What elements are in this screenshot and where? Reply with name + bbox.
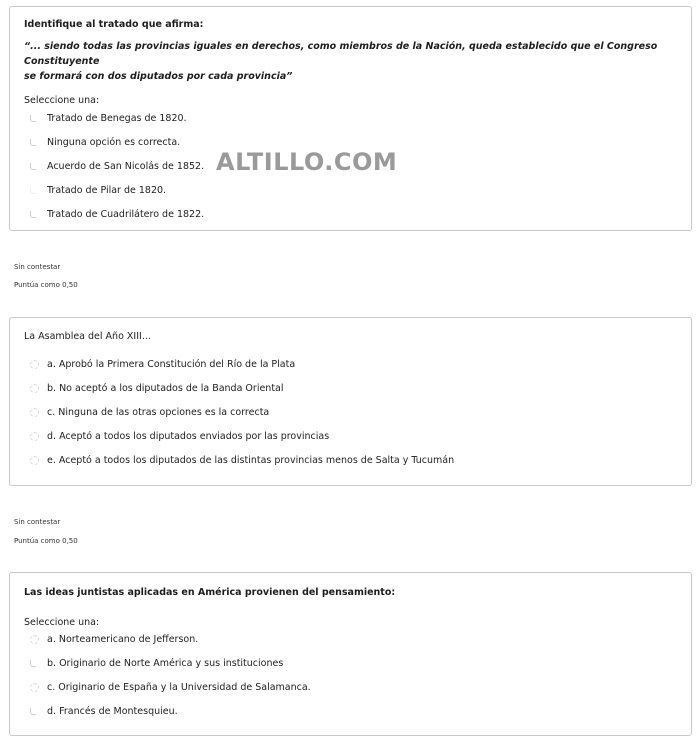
option-label: Acuerdo de San Nicolás de 1852. [47,160,205,172]
radio-button[interactable] [30,456,39,465]
answer-option[interactable] [30,424,677,448]
option-label: e. Aceptó a todos los diputados de las distintas provincias menos de Salta y Tucumán [47,454,455,466]
radio-button[interactable] [30,187,36,194]
option-label: b. No aceptó a los diputados de la Banda Oriental [47,382,284,394]
answer-status: Sin contestar [14,518,61,526]
answer-status: Sin contestar [14,263,61,271]
option-label: Ninguna opción es correcta. [47,136,181,148]
radio-button[interactable] [30,211,36,218]
answer-option[interactable] [30,627,677,651]
answer-option[interactable] [30,699,677,723]
answer-option[interactable] [30,178,677,202]
question-score: Puntúa como 0,50 [14,281,78,289]
answer-option[interactable] [30,400,677,424]
option-label: Tratado de Cuadrilátero de 1822. [47,208,205,220]
question-card-3 [9,572,692,736]
question-title: Las ideas juntistas aplicadas en América provienen del pensamiento: [24,587,396,598]
question-title: La Asamblea del Año XIII... [24,331,151,342]
answer-option[interactable] [30,352,677,376]
answer-option[interactable] [30,651,677,675]
radio-button[interactable] [30,708,36,715]
answer-option[interactable] [30,448,677,472]
select-prompt: Seleccione una: [24,617,100,628]
question-title: Identifique al tratado que afirma: [24,19,204,30]
answer-option[interactable] [30,106,677,130]
option-label: b. Originario de Norte América y sus instituciones [47,657,284,669]
radio-button[interactable] [30,408,39,417]
radio-button[interactable] [30,384,39,393]
option-label: Tratado de Pilar de 1820. [47,184,167,196]
option-label: a. Aprobó la Primera Constitución del Río de la Plata [47,358,296,370]
question-score: Puntúa como 0,50 [14,537,78,545]
watermark-text: ALTILLO.COM [216,148,398,176]
question-quote-line-1: “... siendo todas las provincias iguales en derechos, como miembros de la Nación, queda establecido que el Congreso Constituyente [24,41,658,67]
radio-button[interactable] [30,635,39,644]
option-label: c. Originario de España y la Universidad de Salamanca. [47,681,311,693]
radio-button[interactable] [30,115,36,122]
question-card-1 [9,6,692,231]
answer-option[interactable] [30,376,677,400]
answer-option[interactable] [30,202,677,226]
question-card-2 [9,317,692,486]
option-label: d. Aceptó a todos los diputados enviados por las provincias [47,430,330,442]
radio-button[interactable] [30,660,36,667]
option-label: Tratado de Benegas de 1820. [47,112,187,124]
option-label: a. Norteamericano de Jefferson. [47,633,199,645]
select-prompt: Seleccione una: [24,95,100,106]
radio-button[interactable] [30,139,36,146]
radio-button[interactable] [30,163,36,170]
question-quote-line-2: se formará con dos diputados por cada provincia” [24,71,293,82]
radio-button[interactable] [30,360,39,369]
answer-option[interactable] [30,675,677,699]
option-label: c. Ninguna de las otras opciones es la correcta [47,406,270,418]
radio-button[interactable] [30,683,39,692]
radio-button[interactable] [30,432,39,441]
option-label: d. Francés de Montesquieu. [47,705,178,717]
